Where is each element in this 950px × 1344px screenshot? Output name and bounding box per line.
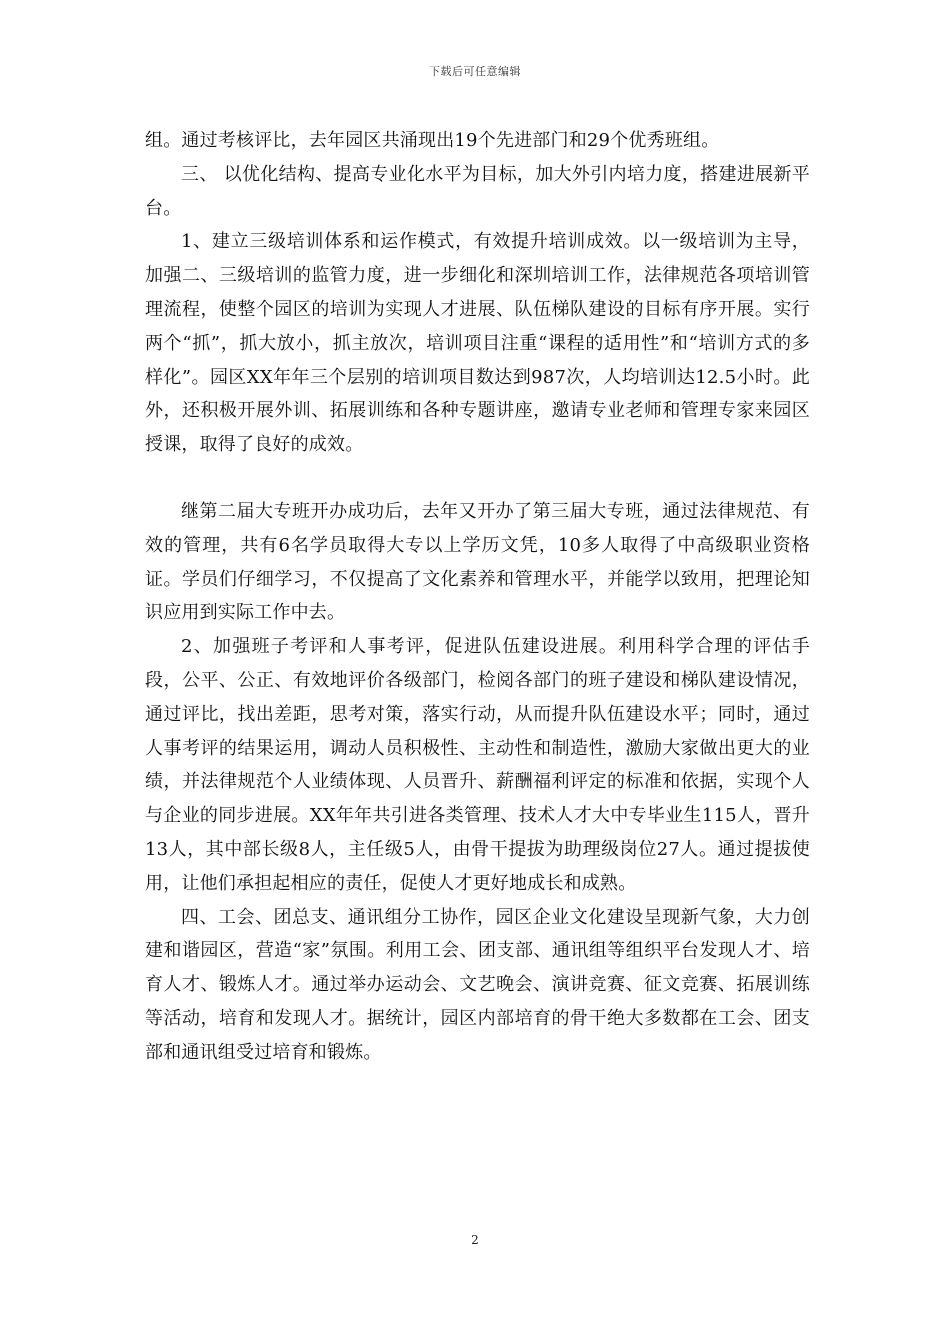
paragraph-continuation: 组。通过考核评比，去年园区共涌现出19个先进部门和29个优秀班组。 [145, 130, 720, 151]
document-body [145, 124, 810, 1070]
section-heading-four: 四、工会、团总支、通讯组分工协作，园区企业文化建设呈现新气象，大力创建和谐园区，营造“家”氛围。利用工会、团支部、通讯组等组织平台发现人才、培育人才、锻炼人才。通过举办运动会、文艺晚会、演讲竞赛、征文竞赛、拓展训练等活动，培育和发现人才。据统计，园区内部培育的骨干绝大多数都在工会、团支部和通讯组受过培育和锻炼。 [145, 906, 810, 1063]
paragraph-training-system: 1、建立三级培训体系和运作模式，有效提升培训成效。以一级培训为主导，加强二、三级培训的监管力度，进一步细化和深圳培训工作，法律规范各项培训管理流程，使整个园区的培训为实现人才进展、队伍梯队建设的目标有序开展。实行两个“抓”，抓大放小，抓主放次，培训项目注重“课程的适用性”和“培训方式的多样化”。园区XX年年三个层别的培训项目数达到987次，人均培训达12.5小时。此外，还积极开展外训、拓展训练和各种专题讲座，邀请专业老师和管理专家来园区授课，取得了良好的成效。 [145, 231, 810, 456]
paragraph-evaluation: 2、加强班子考评和人事考评，促进队伍建设进展。利用科学合理的评估手段，公平、公正、有效地评价各级部门，检阅各部门的班子建设和梯队建设情况，通过评比，找出差距，思考对策，落实行动，从而提升队伍建设水平；同时，通过人事考评的结果运用，调动人员积极性、主动性和制造性，激励大家做出更大的业绩，并法律规范个人业绩体现、人员晋升、薪酬福利评定的标准和依据，实现个人与企业的同步进展。XX年年共引进各类管理、技术人才大中专毕业生115人，晋升13人，其中部长级8人，主任级5人，由骨干提拔为助理级岗位27人。通过提拔使用，让他们承担起相应的责任，促使人才更好地成长和成熟。 [145, 636, 810, 894]
page-number: 2 [471, 1233, 479, 1247]
paragraph-spacer [145, 462, 810, 495]
page-header: 下载后可任意编辑 [429, 65, 521, 78]
paragraph-college-class: 继第二届大专班开办成功后，去年又开办了第三届大专班，通过法律规范、有效的管理，共有6名学员取得大专以上学历文凭，10多人取得了中高级职业资格证。学员们仔细学习，不仅提高了文化素养和管理水平，并能学以致用，把理论知识应用到实际工作中去。 [145, 500, 810, 624]
section-heading-three: 三、 以优化结构、提高专业化水平为目标，加大外引内培力度，搭建进展新平台。 [145, 163, 810, 219]
